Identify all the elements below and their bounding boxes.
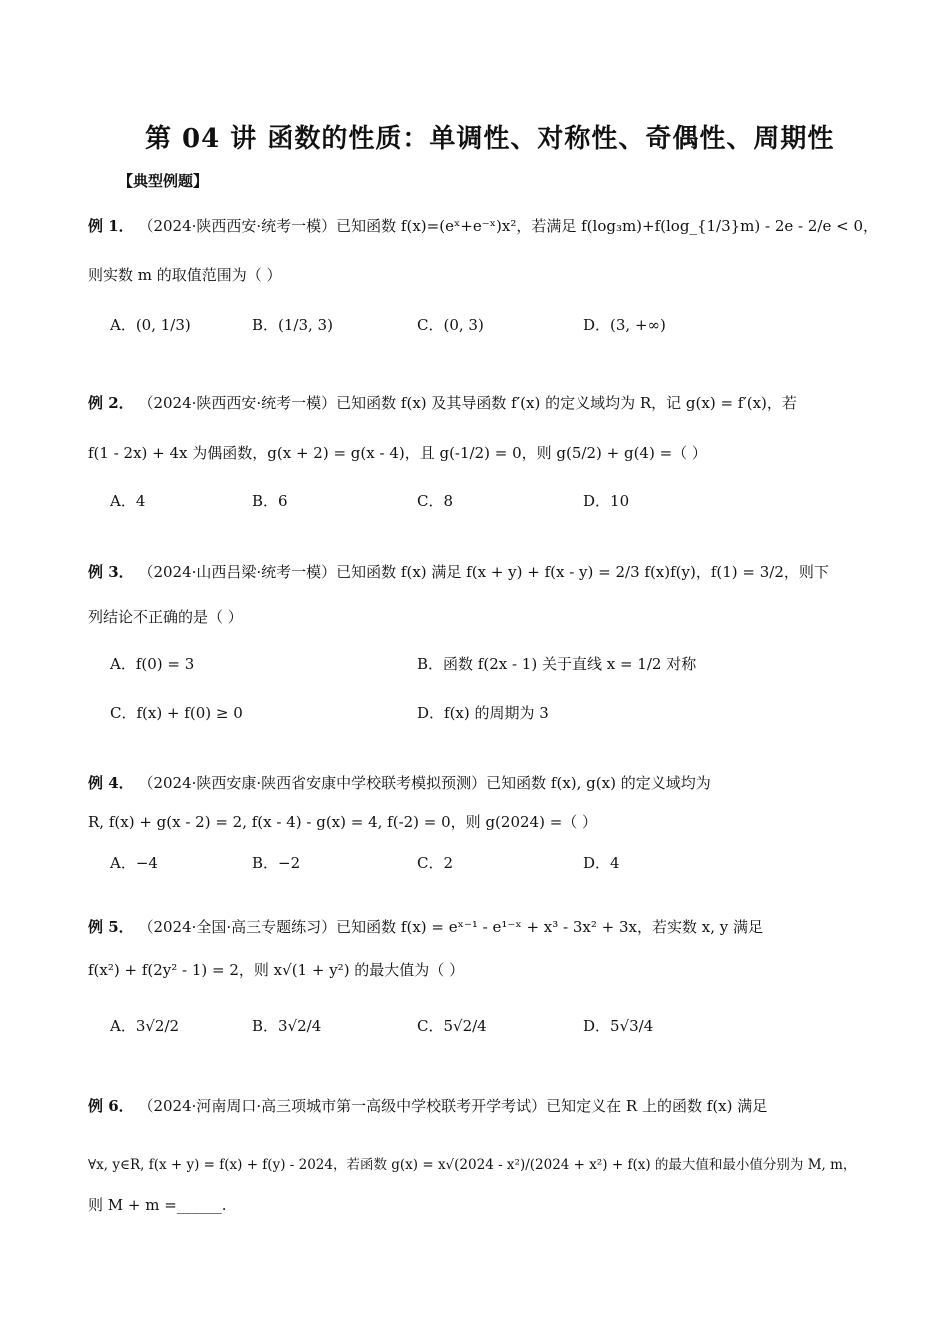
option-c: C．f(x) + f(0) ≥ 0 <box>110 704 243 722</box>
option-a: A．4 <box>110 492 146 510</box>
option-c: C．(0, 3) <box>417 316 484 334</box>
option-a: A．(0, 1/3) <box>110 316 191 334</box>
option-b: B．−2 <box>252 854 301 872</box>
section-heading: 【典型例题】 <box>118 172 209 190</box>
example-label: 例 4． <box>88 774 134 792</box>
example-6-line3: 则 M + m =______. <box>88 1196 227 1214</box>
option-b: B．6 <box>252 492 288 510</box>
example-text: （2024·河南周口·高三项城市第一高级中学校联考开学考试）已知定义在 R 上的函数 f(x) 满足 <box>138 1097 768 1115</box>
example-label: 例 5． <box>88 918 134 936</box>
example-text: （2024·全国·高三专题练习）已知函数 f(x) = eˣ⁻¹ - e¹⁻ˣ + x³ - 3x² + 3x，若实数 x, y 满足 <box>138 918 763 936</box>
page-title: 第 04 讲 函数的性质：单调性、对称性、奇偶性、周期性 <box>145 124 835 154</box>
example-2 <box>88 393 797 413</box>
example-label: 例 1． <box>88 217 134 235</box>
example-1 <box>88 216 878 236</box>
example-6-line2: ∀x, y∈R, f(x + y) = f(x) + f(y) - 2024，若函数 g(x) = x√(2024 - x²)/(2024 + x²) + f(x) 的最大值和最小值分别为 M, m， <box>88 1157 857 1173</box>
example-6 <box>88 1096 767 1116</box>
example-text: （2024·陕西西安·统考一模）已知函数 f(x)=(eˣ+e⁻ˣ)x²，若满足 f(log₃m)+f(log_{1/3}m) - 2e - 2/e < 0， <box>138 217 878 235</box>
example-text: （2024·陕西安康·陕西省安康中学校联考模拟预测）已知函数 f(x), g(x) 的定义域均为 <box>138 774 711 792</box>
option-a: A．f(0) = 3 <box>110 655 195 673</box>
option-d: D．f(x) 的周期为 3 <box>417 704 549 722</box>
option-d: D．(3, +∞) <box>583 316 666 334</box>
example-2-line2: f(1 - 2x) + 4x 为偶函数，g(x + 2) = g(x - 4)，且 g(-1/2) = 0，则 g(5/2) + g(4) =（ ） <box>88 444 707 462</box>
example-5-line2: f(x²) + f(2y² - 1) = 2，则 x√(1 + y²) 的最大值为（ ） <box>88 961 465 979</box>
example-1-line2: 则实数 m 的取值范围为（ ） <box>88 266 282 284</box>
example-text: （2024·陕西西安·统考一模）已知函数 f(x) 及其导函数 f′(x) 的定义域均为 R，记 g(x) = f′(x)，若 <box>138 394 797 412</box>
example-3 <box>88 562 829 582</box>
option-d: D．10 <box>583 492 630 510</box>
option-c: C．5√2/4 <box>417 1017 487 1035</box>
option-c: C．2 <box>417 854 454 872</box>
example-3-line2: 列结论不正确的是（ ） <box>88 608 243 626</box>
example-label: 例 3． <box>88 563 134 581</box>
example-4 <box>88 773 711 793</box>
option-a: A．3√2/2 <box>110 1017 180 1035</box>
example-label: 例 2． <box>88 394 134 412</box>
option-c: C．8 <box>417 492 454 510</box>
option-d: D．5√3/4 <box>583 1017 654 1035</box>
option-b: B．(1/3, 3) <box>252 316 333 334</box>
example-label: 例 6． <box>88 1097 134 1115</box>
example-4-line2: R, f(x) + g(x - 2) = 2, f(x - 4) - g(x) = 4, f(-2) = 0，则 g(2024) =（ ） <box>88 813 598 831</box>
example-text: （2024·山西吕梁·统考一模）已知函数 f(x) 满足 f(x + y) + f(x - y) = 2/3 f(x)f(y)，f(1) = 3/2，则下 <box>138 563 829 581</box>
option-a: A．−4 <box>110 854 158 872</box>
option-b: B．3√2/4 <box>252 1017 322 1035</box>
option-b: B．函数 f(2x - 1) 关于直线 x = 1/2 对称 <box>417 655 697 673</box>
option-d: D．4 <box>583 854 620 872</box>
example-5 <box>88 917 763 937</box>
